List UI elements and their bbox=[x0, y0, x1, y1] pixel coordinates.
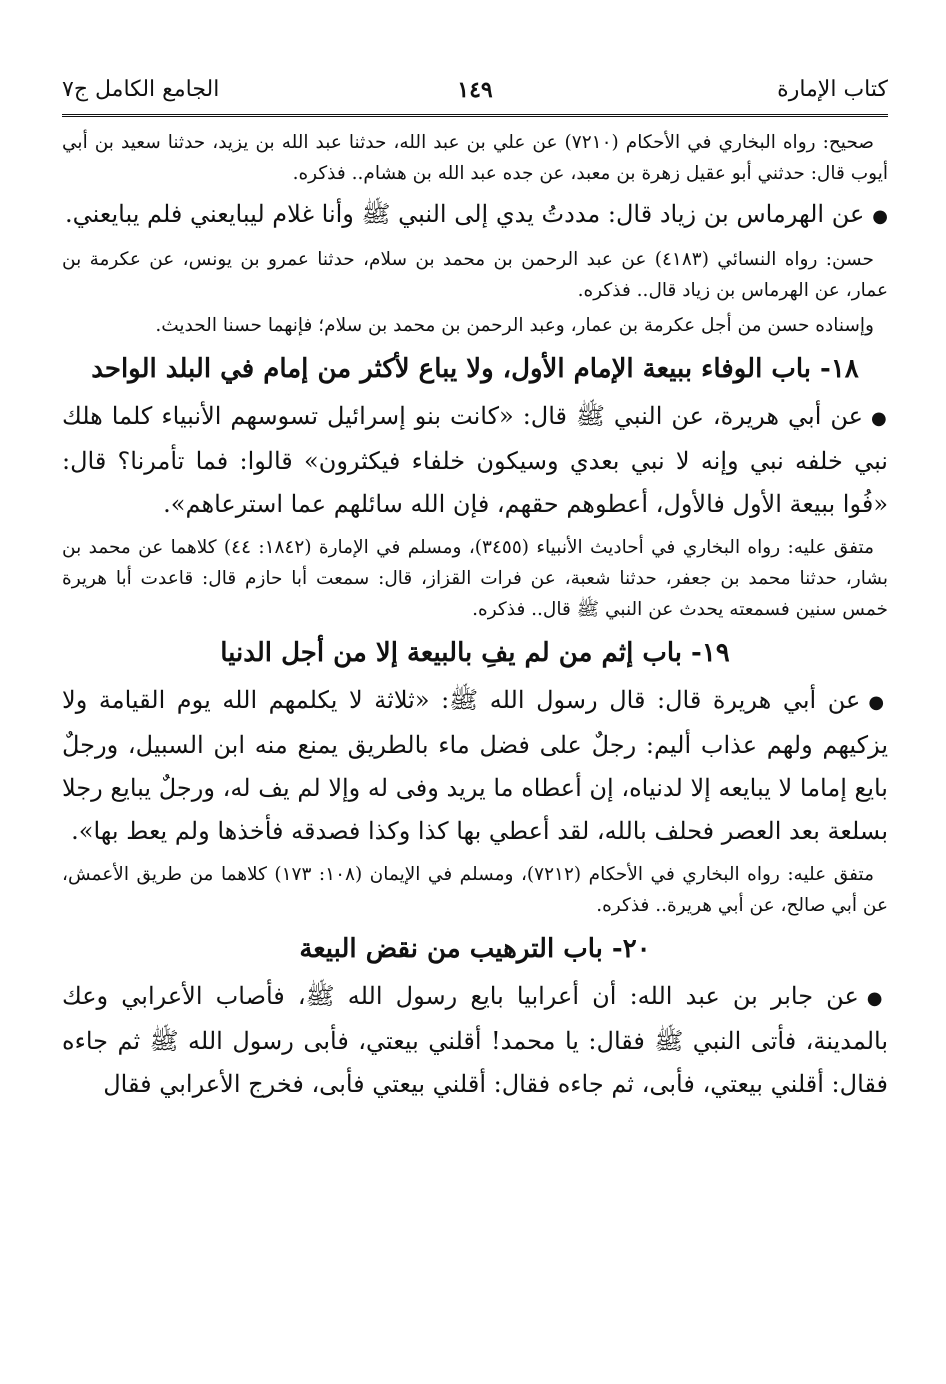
hadith-body: عن أبي هريرة قال: قال رسول الله ﷺ: «ثلاثة لا يكلمهم الله يوم القيامة ولا يزكيهم ولهم عذاب أليم: رجلٌ على فضل ماء بالطريق يمنع منه ابن السبيل، ورجلٌ بايع إماما لا يبايعه إلا لدنياه، إن أعطاه ما يريد وفى له وإلا لم يف له، ورجلٌ يبايع رجلا بسلعة بعد العصر فحلف بالله، لقد أعطي بها كذا وكذا فصدقه فأخذها ولم يعط بها». bbox=[62, 686, 888, 845]
book-page bbox=[62, 70, 888, 1112]
hadith-body: عن الهرماس بن زياد قال: مددتُ يدي إلى النبي ﷺ وأنا غلام ليبايعني فلم يبايعني. bbox=[65, 200, 865, 228]
book-title: كتاب الإمارة bbox=[777, 77, 888, 102]
collection-title: الجامع الكامل ج٧ bbox=[62, 77, 220, 102]
hadith-source: حسن: رواه النسائي (٤١٨٣) عن عبد الرحمن بن محمد بن سلام، حدثنا عمرو بن يونس، عن عكرمة بن عمار، عن الهرماس بن زياد قال.. فذكره. bbox=[62, 249, 888, 301]
bullet-icon: ● bbox=[872, 206, 888, 227]
bullet-icon: ● bbox=[868, 692, 888, 713]
hadith-source: متفق عليه: رواه البخاري في أحاديث الأنبياء (٣٤٥٥)، ومسلم في الإمارة (١٨٤٢: ٤٤) كلاهما عن محمد بن بشار، حدثنا محمد بن جعفر، حدثنا شعبة، عن فرات القزاز، قال: سمعت أبا حازم قال: قاعدت أبا هريرة خمس سنين فسمعته يحدث عن النبي ﷺ قال.. فذكره. bbox=[62, 537, 888, 620]
hadith-text bbox=[62, 679, 888, 853]
chapter-heading: ١٩- باب إثم من لم يفِ بالبيعة إلا من أجل الدنيا bbox=[220, 638, 730, 668]
bullet-icon: ● bbox=[866, 988, 888, 1009]
page-header bbox=[62, 70, 888, 117]
hadith-grading-note: وإسناده حسن من أجل عكرمة بن عمار، وعبد الرحمن بن محمد بن سلام؛ فإنهما حسنا الحديث. bbox=[155, 315, 874, 336]
hadith-source: صحيح: رواه البخاري في الأحكام (٧٢١٠) عن علي بن عبد الله، حدثنا عبد الله بن يزيد، حدثنا سعيد بن أبي أيوب قال: حدثني أبو عقيل زهرة بن معبد، عن جده عبد الله بن هشام.. فذكره. bbox=[62, 132, 888, 184]
chapter-heading: ٢٠- باب الترهيب من نقض البيعة bbox=[299, 934, 651, 964]
hadith-source: متفق عليه: رواه البخاري في الأحكام (٧٢١٢)، ومسلم في الإيمان (١٠٨: ١٧٣) كلاهما من طريق الأعمش، عن أبي صالح، عن أبي هريرة.. فذكره. bbox=[62, 864, 888, 916]
hadith-text bbox=[62, 193, 888, 238]
chapter-heading: ١٨- باب الوفاء ببيعة الإمام الأول، ولا يباع لأكثر من إمام في البلد الواحد bbox=[91, 354, 859, 384]
hadith-body: عن أبي هريرة، عن النبي ﷺ قال: «كانت بنو إسرائيل تسوسهم الأنبياء كلما هلك نبي خلفه نبي وإنه لا نبي بعدي وسيكون خلفاء فيكثرون» قالوا: فما تأمرنا؟ قال: «فُوا ببيعة الأول فالأول، أعطوهم حقهم، فإن الله سائلهم عما استرعاهم». bbox=[62, 402, 888, 518]
bullet-icon: ● bbox=[870, 408, 888, 429]
hadith-text bbox=[62, 395, 888, 526]
page-number: ١٤٩ bbox=[457, 77, 493, 103]
hadith-text bbox=[62, 975, 888, 1106]
hadith-body: عن جابر بن عبد الله: أن أعرابيا بايع رسول الله ﷺ، فأصاب الأعرابي وعك بالمدينة، فأتى النبي ﷺ فقال: يا محمد! أقلني بيعتي، فأبى رسول الله ﷺ ثم جاءه فقال: أقلني بيعتي، فأبى، ثم جاءه فقال: أقلني بيعتي فأبى، فخرج الأعرابي فقال bbox=[62, 982, 888, 1098]
